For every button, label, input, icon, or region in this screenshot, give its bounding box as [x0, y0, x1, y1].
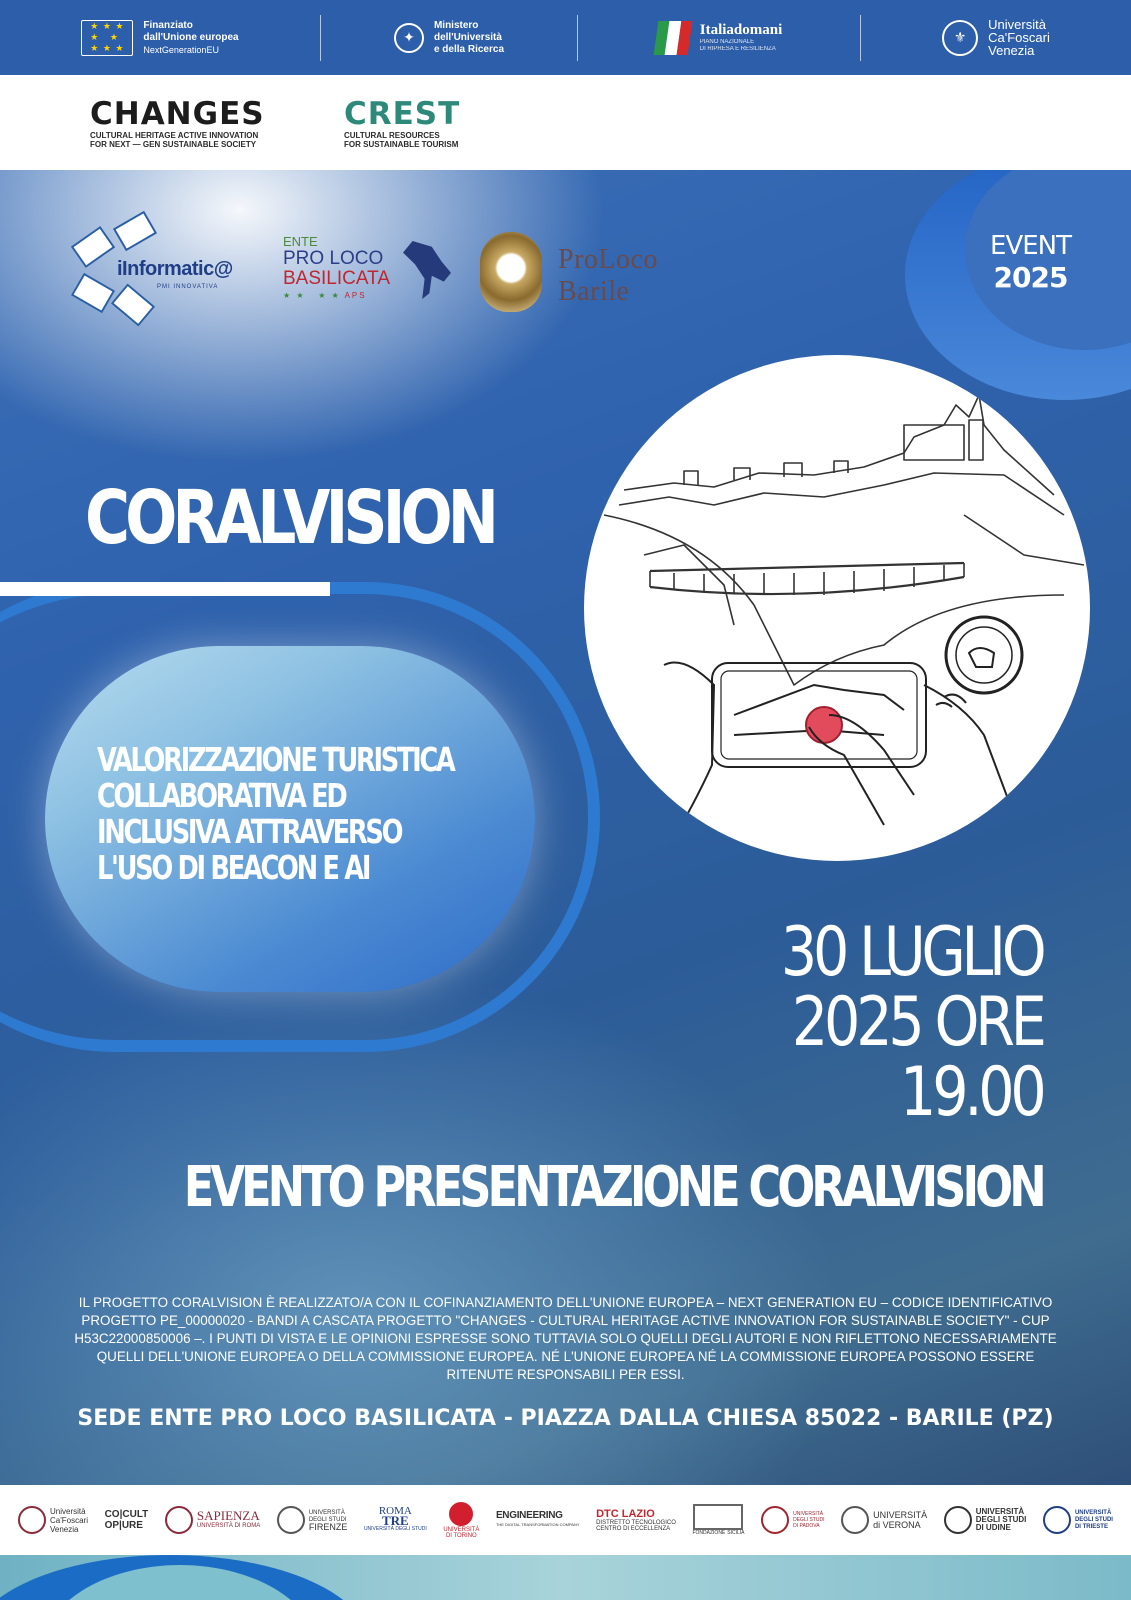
italiadomani-sub1: PIANO NAZIONALE [699, 39, 755, 45]
town-bridge-phone-illustration [584, 355, 1090, 861]
card-icon [71, 273, 115, 314]
trieste-seal-icon [1043, 1506, 1071, 1534]
partner-logo [761, 1506, 824, 1534]
italian-flag-icon [653, 21, 692, 55]
partner-line: ENGINEERING [495, 1510, 563, 1521]
partner-line: DI PADOVA [793, 1523, 820, 1529]
barile-line1: ProLoco [558, 244, 658, 275]
partner-line: UNIVERSITÀ DEGLI STUDI [363, 1525, 427, 1532]
decorative-stripe [0, 582, 330, 596]
event-name: EVENTO PRESENTAZIONE CORALVISION [184, 1155, 1043, 1220]
event-year: 2025 [993, 261, 1068, 294]
eu-line1: Finanziato [143, 19, 193, 31]
partner-line: ROMA [378, 1504, 412, 1517]
bottom-decoration [0, 1555, 1131, 1600]
partner-logo [18, 1506, 88, 1534]
event-venue: SEDE ENTE PRO LOCO BASILICATA - PIAZZA DALLA CHIESA 85022 - BARILE (PZ) [77, 1406, 1054, 1431]
partner-line: DI TRIESTE [1074, 1523, 1108, 1530]
partner-line: DEGLI STUDI [793, 1517, 825, 1523]
unive-seal-icon [18, 1506, 46, 1534]
partner-line: THE DIGITAL TRANSFORMATION COMPANY [495, 1522, 580, 1527]
event-badge [990, 230, 1071, 294]
partner-line: SICILIA [727, 1530, 745, 1536]
subtitle-line: VALORIZZAZIONE TURISTICA [97, 740, 454, 779]
ministero-line2: dell'Università [433, 31, 502, 43]
partner-logo [363, 1504, 427, 1534]
verona-seal-icon [841, 1506, 869, 1534]
partner-logo [692, 1504, 744, 1536]
fondazione-building-icon [693, 1504, 743, 1530]
informatica-name: iInformatic@ [117, 258, 233, 280]
sapienza-seal-icon [165, 1506, 193, 1534]
partner-line: OP|URE [104, 1520, 143, 1531]
italiadomani-sub2: DI RIPRESA E RESILIENZA [699, 46, 776, 52]
partner-logo [944, 1506, 1027, 1534]
informatica-logo [65, 210, 240, 330]
italiadomani-logo [578, 0, 860, 75]
project-logos-bar [0, 75, 1131, 170]
partner-line: TRE [381, 1512, 409, 1528]
partner-line: UNIVERSITÀ [975, 1507, 1025, 1516]
event-datetime [781, 913, 1043, 1132]
subtitle-line: INCLUSIVA ATTRAVERSO [97, 812, 402, 851]
partner-logo [443, 1502, 479, 1539]
proloco-basilicata-logo [283, 235, 453, 315]
funding-bar [0, 0, 1131, 75]
event-subtitle [97, 740, 454, 887]
crest-logo [344, 97, 460, 149]
partner-line: DI UDINE [975, 1523, 1011, 1532]
partner-line: UNIVERSITÀ [443, 1526, 480, 1533]
plb-stars: ★ ★ ★ ★ APS [283, 291, 367, 300]
eu-flag-icon: ★ ★ ★ ★ ★ ★ ★ ★ [81, 20, 133, 56]
crest-title: CREST [344, 96, 461, 132]
eu-line3: NextGenerationEU [143, 44, 219, 55]
date-line: 30 LUGLIO [781, 913, 1043, 992]
partner-line: Venezia [50, 1524, 79, 1534]
crest-sub1: CULTURAL RESOURCES [344, 131, 440, 140]
barile-line2: Barile [558, 276, 630, 307]
poster-body [0, 170, 1131, 1485]
partner-line: UNIVERSITÀ [873, 1510, 928, 1520]
partner-logo [105, 1509, 149, 1531]
changes-sub2: FOR NEXT — GEN SUSTAINABLE SOCIETY [90, 140, 257, 149]
ministero-line3: e della Ricerca [433, 43, 505, 55]
partner-logo [596, 1508, 676, 1532]
partner-strip [0, 1485, 1131, 1555]
partner-line: FONDAZIONE [692, 1530, 726, 1536]
plb-line1: PRO LOCO [283, 248, 384, 269]
partner-line: SAPIENZA [196, 1508, 260, 1523]
italiadomani-name: Italiadomani [699, 22, 783, 38]
subtitle-line: L'USO DI BEACON E AI [97, 848, 370, 887]
ministero-line1: Ministero [433, 19, 479, 31]
unive-line1: Università [988, 17, 1046, 32]
plb-ente: ENTE [283, 234, 318, 249]
barile-crest-icon [480, 232, 542, 312]
card-icon [113, 211, 157, 252]
partner-line: FIRENZE [308, 1521, 348, 1532]
unive-logo [861, 0, 1131, 75]
partner-line: CO|CULT [104, 1509, 149, 1520]
partner-line: Università [50, 1506, 86, 1516]
changes-title: CHANGES [90, 96, 265, 132]
partner-logo [841, 1506, 927, 1534]
date-line: 2025 ORE [792, 983, 1043, 1062]
ministero-logo [321, 0, 577, 75]
card-icon [111, 283, 155, 326]
partner-line: DEGLI STUDI [975, 1515, 1027, 1524]
partner-line: CENTRO DI ECCELLENZA [596, 1526, 671, 1532]
changes-sub1: CULTURAL HERITAGE ACTIVE INNOVATION [90, 131, 259, 140]
republic-seal-icon: ✦ [394, 23, 424, 53]
partner-line: DEGLI STUDI [308, 1516, 347, 1523]
partner-line: UNIVERSITÀ [308, 1509, 345, 1516]
partner-logo [165, 1506, 260, 1534]
firenze-seal-icon [277, 1506, 305, 1534]
funding-disclaimer: IL PROGETTO CORALVISION È REALIZZATO/A CON IL COFINANZIAMENTO DELL'UNIONE EUROPEA – NEXT GENERATION EU – CODICE IDENTIFICATIVO PROGETTO PE_00000020 - BANDI A CASCATA PROGETTO "CHANGES - CULTURAL HERITAGE ACTIVE INNOVATION FOR SUSTAINABLE SOCIETY" - CUP H53C22000850006 –. I PUNTI DI VISTA E LE OPINIONI ESPRESSE SONO TUTTAVIA SOLO QUELLI DEGLI AUTORI E NON RIFLETTONO NECESSARIAMENTE QUELLI DELL'UNIONE EUROPEA O DELLA COMMISSIONE EUROPEA. NÉ L'UNIONE EUROPEA NÉ LA COMMISSIONE EUROPEA POSSONO ESSERE RITENUTE RESPONSABILI PER ESSI. [74, 1295, 1057, 1382]
partner-logos [65, 210, 675, 330]
partner-logo [496, 1511, 580, 1529]
unive-line2: Ca'Foscari [988, 30, 1050, 45]
university-seal-icon: ⚜ [942, 20, 978, 56]
padova-seal-icon [761, 1506, 789, 1534]
informatica-sub: PMI INNOVATIVA [157, 284, 219, 290]
proloco-barile-logo [480, 232, 660, 317]
event-label: EVENT [990, 231, 1071, 261]
plb-aps: APS [344, 291, 367, 300]
partner-line: UNIVERSITÀ [1074, 1509, 1112, 1516]
partner-line: DEGLI STUDI [1074, 1516, 1113, 1523]
partner-line: DISTRETTO TECNOLOGICO [596, 1520, 676, 1526]
event-title: CORALVISION [85, 475, 495, 561]
torino-seal-icon [449, 1502, 473, 1526]
partner-line: DTC LAZIO [596, 1508, 655, 1520]
sketch-illustration [584, 355, 1090, 861]
card-icon [71, 226, 115, 268]
partner-line: DI TORINO [445, 1532, 477, 1539]
partner-line: di VERONA [873, 1520, 921, 1530]
changes-logo [90, 97, 265, 149]
plb-line2: BASILICATA [283, 268, 390, 289]
udine-seal-icon [944, 1506, 972, 1534]
date-line: 19.00 [900, 1053, 1043, 1132]
subtitle-line: COLLABORATIVA ED [97, 776, 346, 815]
partner-logo [1043, 1506, 1113, 1534]
unive-line3: Venezia [988, 43, 1035, 58]
crest-sub2: FOR SUSTAINABLE TOURISM [344, 140, 459, 149]
partner-logo [277, 1506, 348, 1534]
partner-line: Ca'Foscari [50, 1515, 88, 1525]
eu-line2: dall'Unione europea [143, 31, 239, 43]
partner-line: UNIVERSITÀ DI ROMA [196, 1523, 261, 1529]
eu-funding-logo [0, 0, 320, 75]
partner-line: UNIVERSITÀ [793, 1511, 824, 1517]
